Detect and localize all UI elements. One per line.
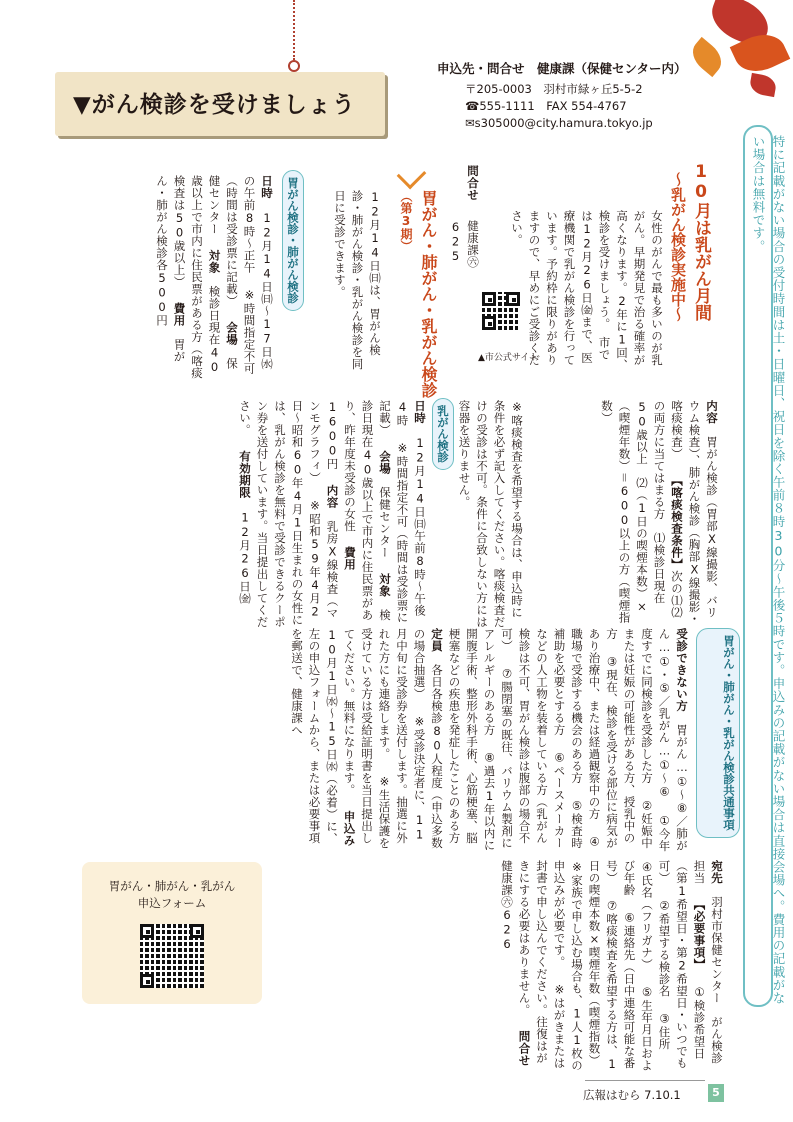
sl-date: 12月14日㈰～17日㈬の午前8時～正午 <box>242 175 274 370</box>
cannot-text: 胃がん…①～⑧／肺がん…①・⑤／乳がん…①～⑥ <box>657 628 689 852</box>
common-item: ②妊娠中または妊娠の可能性がある方、授乳中の方 <box>605 628 654 849</box>
form-caption-line2: 申込フォーム <box>137 896 207 910</box>
content-label: 内容 <box>705 400 719 424</box>
sl-target: 検診日現在40歳以上で市内に住民票がある方（喀痰検査は50歳以上） <box>172 175 222 379</box>
quota-label: 定員 <box>430 628 444 652</box>
footer-rule <box>585 1080 705 1081</box>
sl-fee-label: 費用 <box>172 302 187 327</box>
sl-fee: 胃がん・肺がん検診各500円 <box>155 175 187 363</box>
address-label: 宛先 <box>710 860 724 884</box>
qr-code-application-form[interactable] <box>140 924 204 988</box>
sl-date-label: 日時 <box>260 175 274 199</box>
cannot-label: 受診できない方 <box>675 628 689 712</box>
common-note: ※生活保護を受けている方は受給証明書を当日提出してください。無料になります。 <box>342 628 392 849</box>
common-note: ※受診決定者に、11月中旬に受診券を送付します。抽選に外れた方にも連絡します。 <box>377 628 427 844</box>
form-caption-line1: 胃がん・肺がん・乳がん <box>108 879 236 893</box>
br-valid: 12月26日㈮ <box>238 510 252 605</box>
sputum-label: 【喀痰検査条件】 <box>670 474 684 571</box>
required-label: 【必要事項】 <box>692 898 707 971</box>
page-number: 5 <box>708 1084 724 1102</box>
qr-code-city-site[interactable] <box>482 292 520 330</box>
sl-target-label: 対象 <box>207 249 222 274</box>
notice-box <box>743 125 786 1007</box>
qr-caption: ▲市公式サイト <box>478 353 539 363</box>
address-text: 羽村市保健センター がん検診担当 <box>692 860 724 1064</box>
section-intro: 12月14日㈰は、胃がん検診・肺がん検診・乳がん検診を同日に受診できます。 <box>333 190 382 370</box>
common-item: ⑤検査時補助を必要とする方 <box>552 628 584 849</box>
page-title-banner <box>55 72 385 136</box>
br-note: ※時間指定不可（時間は受診票に記載） <box>378 400 410 624</box>
address-note: ※はがきまたは封書で申し込んでください。往復はがきにする必要はありません。 <box>517 860 567 1069</box>
pill-breast: 乳がん検診 <box>432 398 454 470</box>
page-title: ▼がん検診を受けましょう <box>73 92 356 118</box>
br-fee-label: 費用 <box>343 546 357 571</box>
contact-email[interactable]: ✉s305000@city.hamura.tokyo.jp <box>465 116 653 130</box>
common-details <box>90 628 690 853</box>
common-item: ③現在、検診を受ける部位に病気があり治療中、または経過観察中の方 <box>587 628 619 849</box>
common-item: ⑧過去1年以内に開腹手術、整形外科手術、心筋梗塞、脳梗塞などの疾患を発症したことのある方 <box>447 628 497 852</box>
required-item: ⑤生年月日および年齢 <box>622 860 654 1072</box>
apply-label: 申込み <box>342 810 357 847</box>
application-form-box <box>82 862 262 1004</box>
footer-text: 広報はむら 7.10.1 <box>583 1088 681 1102</box>
contact-address: 〒205-0003 羽村市緑ヶ丘5-5-2 <box>465 82 643 96</box>
content-text: 胃がん検診（胃部X線撮影、バリウム検査）、肺がん検診（胸部X線撮影・喀痰検査） <box>670 400 719 625</box>
pill-common: 胃がん・肺がん・乳がん検診共通事項 <box>696 628 740 838</box>
breast-month-contact: 健康課㊅625 <box>448 220 480 268</box>
breast-month-body: 女性のがんで最も多いのが乳がん。早期発見で治る確率が高くなります。2年に1回、検診を受けましょう。 市では12月26日㈮まで、医療機関で乳がん検診を行っています。予約枠に限りがありますので、早めにご受診ください。 <box>510 210 664 371</box>
sl-note: ※時間指定不可（時間は受診票に記載） <box>225 175 257 375</box>
address-details <box>285 860 725 1075</box>
br-fee: 1600円 <box>325 400 340 470</box>
br-place: 保健センター <box>378 486 392 559</box>
required-item: ⑦喀痰検査を希望する方は、1日の喫煙本数×喫煙年数（喫煙指数） <box>587 860 619 1072</box>
breast-month-contact-label: 問合せ <box>466 165 480 201</box>
sl-place-label: 会場 <box>225 321 239 346</box>
pill-stomach-lung: 胃がん検診・肺がん検診 <box>282 170 304 311</box>
apply-text: 10月1日㈬～15日㈬（必着）に、左の申込フォームから、または必要事項を郵送で、健康課へ <box>290 628 339 845</box>
required-item: ④氏名（フリガナ） <box>640 860 654 971</box>
br-target-label: 対象 <box>378 573 392 597</box>
br-coupon: ※昭和59年4月2日～昭和60年4月1日生まれの女性には、乳がん検診を無料で受診できるクーポン券を送付しています。当日提出してください。 <box>238 400 322 628</box>
sputum-note: ※喀痰検査を希望する場合は、申込時に条件を必ず記入してください。喀痰検査だけの受診は不可。条件に合致しない方には容器を送りません。 <box>457 400 524 628</box>
decorative-dotted-line <box>293 0 295 60</box>
sl-place: 保健センター <box>207 175 239 370</box>
breast-details <box>88 400 428 630</box>
check-icon <box>397 160 427 190</box>
br-target: 検診日現在40歳以上で市内に住民票があり、昨年度未受診の女性 <box>343 400 392 621</box>
address-note: ※家族で申し込む場合も、1人1枚の申込みが必要です。 <box>552 860 584 1072</box>
contact-heading: 申込先・問合せ 健康課（保健センター内） <box>437 61 687 76</box>
breast-month-title: 10月は乳がん月間 <box>691 162 711 321</box>
required-item: ①検診希望日（第1希望日・第2希望日・いつでも可） <box>657 860 707 1069</box>
common-item: ⑦腸閉塞の既往、バリウム製剤にアレルギーのある方 <box>482 628 514 849</box>
decorative-ring <box>288 60 300 72</box>
br-content: 乳房X線検査（マンモグラフィ） <box>308 400 340 619</box>
address-contact-label: 問合せ <box>517 1030 532 1067</box>
required-item: ③住所 <box>657 1011 672 1050</box>
section-subtitle-term: （第3期） <box>399 190 413 252</box>
quota-text: 各日各検診80人程度（申込多数の場合抽選） <box>412 628 444 849</box>
contact-phone: ☎555-1111 FAX 554-4767 <box>465 99 627 113</box>
content-block <box>520 400 720 630</box>
breast-month-subtitle: ～乳がん検診実施中～ <box>669 172 687 322</box>
br-date-label: 日時 <box>413 400 427 424</box>
br-valid-label: 有効期限 <box>238 450 252 499</box>
common-item: ⑥ペースメーカーなどの人工物を装着している方（乳がん検診は不可、胃がん検診は腹部の場合不可） <box>500 628 567 849</box>
contact-box <box>437 60 697 152</box>
address-contact: 健康課㊅626 <box>500 860 514 952</box>
common-item: ④職場で受診する機会のある方 <box>570 628 602 849</box>
required-item: ⑥連絡先（日中連絡可能な番号） <box>605 860 637 1069</box>
section-title-stomach-lung-breast: 胃がん・肺がん・乳がん検診 <box>419 190 438 398</box>
br-content-label: 内容 <box>325 484 340 509</box>
required-item: ②希望する検診名 <box>657 898 672 997</box>
br-place-label: 会場 <box>378 450 392 475</box>
notice-text: 特に記載がない場合の受付時間は土・日曜日、祝日を除く午前８時30分～午後５時です。申込みの記載がない場合は直接会場へ。費用の記載がない場合は無料です。 <box>751 135 786 1005</box>
stomach-lung-details <box>90 175 275 380</box>
sputum-text: 次の⑴⑵の両方に当てはまる方 ⑴検診日現在50歳以上 ⑵（1日の喫煙本数）×（喫煙年数）＝600以上の方（喫煙指数） <box>600 400 684 624</box>
br-date: 12月14日㈰午前8時～午後4時 <box>395 400 427 617</box>
common-item: ①今年度すでに同検診を受診した方 <box>640 628 672 852</box>
